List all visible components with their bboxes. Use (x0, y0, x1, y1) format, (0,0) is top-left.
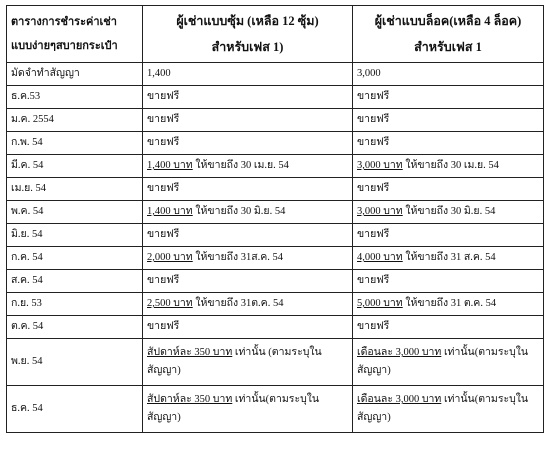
lock-cell (353, 293, 544, 316)
lock-amount: 5,000 บาท (357, 298, 403, 309)
booth-amount: 2,500 บาท (147, 298, 193, 309)
booth-cell (143, 178, 353, 201)
booth-note: ขายฟรี (147, 137, 180, 148)
booth-note: ให้ขายถึง 31ต.ค. 54 (192, 298, 284, 309)
header-booth-line1: ผู้เช่าแบบซุ้ม (เหลือ 12 ซุ้ม) (176, 14, 319, 28)
lock-note: ขายฟรี (357, 183, 390, 194)
booth-note: ให้ขายถึง 31ส.ค. 54 (192, 252, 284, 263)
booth-amount: 1,400 บาท (147, 160, 193, 171)
lock-note: ขายฟรี (357, 137, 390, 148)
period-cell: พ.ย. 54 (7, 339, 143, 386)
table-row (7, 270, 544, 293)
booth-cell (143, 86, 353, 109)
header-booth (143, 6, 353, 63)
lock-cell (353, 86, 544, 109)
booth-cell (143, 293, 353, 316)
lock-note: ให้ขายถึง 31 ต.ค. 54 (402, 298, 497, 309)
lock-cell (353, 155, 544, 178)
booth-cell (143, 155, 353, 178)
table-row (7, 86, 544, 109)
header-schedule (7, 6, 143, 63)
header-lock-line1: ผู้เช่าแบบล็อค(เหลือ 4 ล็อค) (374, 14, 522, 28)
booth-note: 1,400 (147, 68, 171, 79)
table-row (7, 178, 544, 201)
table-row (7, 293, 544, 316)
lock-note: ให้ขายถึง 30 เม.ย. 54 (402, 160, 499, 171)
booth-note: ขายฟรี (147, 114, 180, 125)
booth-amount: สัปดาห์ละ 350 บาท (147, 347, 233, 358)
lock-amount: เดือนละ 3,000 บาท (357, 394, 442, 405)
table-row (7, 247, 544, 270)
table-row (7, 155, 544, 178)
period-cell: มี.ค. 54 (7, 155, 143, 178)
lock-cell (353, 316, 544, 339)
booth-cell (143, 201, 353, 224)
booth-note: ให้ขายถึง 30 เม.ย. 54 (192, 160, 289, 171)
lock-cell (353, 132, 544, 155)
booth-note: ขายฟรี (147, 91, 180, 102)
lock-cell (353, 224, 544, 247)
table-row (7, 63, 544, 86)
lock-cell (353, 109, 544, 132)
booth-cell (143, 247, 353, 270)
booth-cell (143, 316, 353, 339)
period-cell: ก.ย. 53 (7, 293, 143, 316)
lock-note: เท่านั้น(ตามระบุในสัญญา) (357, 394, 529, 423)
lock-note: เท่านั้น(ตามระบุในสัญญา) (357, 347, 529, 376)
table-row (7, 316, 544, 339)
booth-amount: 2,000 บาท (147, 252, 193, 263)
lock-cell (353, 178, 544, 201)
booth-cell (143, 224, 353, 247)
booth-cell (143, 339, 353, 386)
header-lock (353, 6, 544, 63)
booth-amount: สัปดาห์ละ 350 บาท (147, 394, 233, 405)
lock-cell (353, 201, 544, 224)
booth-note: ขายฟรี (147, 183, 180, 194)
header-lock-line2: สำหรับเฟส 1 (414, 40, 482, 54)
table-header-row (7, 6, 544, 63)
period-cell: ก.พ. 54 (7, 132, 143, 155)
period-cell: พ.ค. 54 (7, 201, 143, 224)
booth-cell (143, 63, 353, 86)
period-cell: ส.ค. 54 (7, 270, 143, 293)
lock-note: ขายฟรี (357, 91, 390, 102)
lock-cell (353, 339, 544, 386)
period-cell: มัดจำทำสัญญา (7, 63, 143, 86)
period-cell: ต.ค. 54 (7, 316, 143, 339)
booth-note: เท่านั้น(ตามระบุในสัญญา) (147, 394, 320, 423)
booth-note: เท่านั้น (ตามระบุในสัญญา) (147, 347, 322, 376)
lock-amount: 4,000 บาท (357, 252, 403, 263)
booth-note: ขายฟรี (147, 229, 180, 240)
header-schedule-line2: แบบง่ายๆสบายกระเป๋า (11, 40, 118, 52)
lock-note: ขายฟรี (357, 114, 390, 125)
booth-cell (143, 386, 353, 433)
lock-cell (353, 386, 544, 433)
lock-note: ขายฟรี (357, 321, 390, 332)
table-row (7, 386, 544, 433)
table-row (7, 109, 544, 132)
lock-amount: 3,000 บาท (357, 206, 403, 217)
booth-cell (143, 270, 353, 293)
header-schedule-line1: ตารางการชำระค่าเช่า (11, 16, 117, 28)
booth-note: ขายฟรี (147, 321, 180, 332)
period-cell: ธ.ค. 54 (7, 386, 143, 433)
period-cell: ก.ค. 54 (7, 247, 143, 270)
table-row (7, 201, 544, 224)
lock-cell (353, 63, 544, 86)
booth-cell (143, 132, 353, 155)
lock-note: ขายฟรี (357, 275, 390, 286)
lock-amount: 3,000 บาท (357, 160, 403, 171)
period-cell: เม.ย. 54 (7, 178, 143, 201)
table-row (7, 224, 544, 247)
table-row (7, 339, 544, 386)
lock-note: ให้ขายถึง 31 ส.ค. 54 (402, 252, 496, 263)
header-booth-line2: สำหรับเฟส 1) (211, 40, 284, 54)
booth-cell (143, 109, 353, 132)
booth-note: ให้ขายถึง 30 มิ.ย. 54 (192, 206, 286, 217)
lock-amount: เดือนละ 3,000 บาท (357, 347, 442, 358)
booth-note: ขายฟรี (147, 275, 180, 286)
table-row (7, 132, 544, 155)
lock-note: ให้ขายถึง 30 มิ.ย. 54 (402, 206, 496, 217)
lock-note: ขายฟรี (357, 229, 390, 240)
period-cell: มิ.ย. 54 (7, 224, 143, 247)
lock-note: 3,000 (357, 68, 381, 79)
rental-payment-table (6, 5, 544, 433)
booth-amount: 1,400 บาท (147, 206, 193, 217)
lock-cell (353, 270, 544, 293)
period-cell: ธ.ค.53 (7, 86, 143, 109)
lock-cell (353, 247, 544, 270)
period-cell: ม.ค. 2554 (7, 109, 143, 132)
